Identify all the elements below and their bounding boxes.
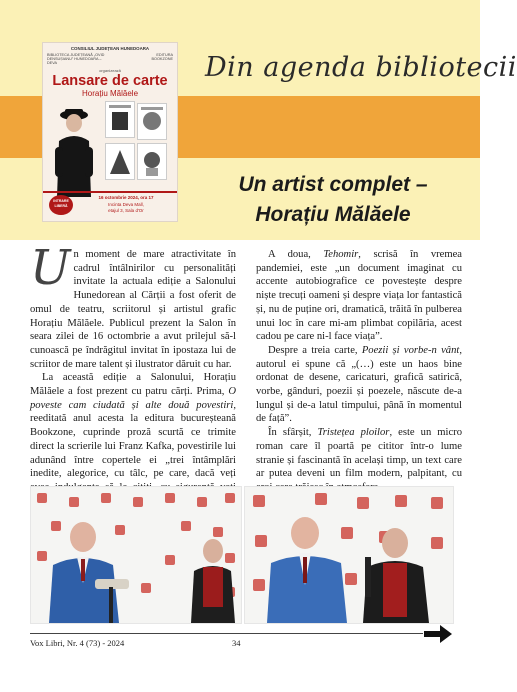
book-cover-image bbox=[137, 143, 167, 180]
article-title-line1: Un artist complet – bbox=[238, 173, 428, 196]
article-paragraph: Despre a treia carte, Poezii și vorbe-n vânt, autorul ei spune că „(…) este un haos bine ordonat de desene, caricaturi, grafică satirică, vorbe, gânduri, poezii și poezele, născute de-a lungul și de-a latul timpului, până în momentul de față”. bbox=[256, 344, 462, 425]
poster-council: CONSILIUL JUDEȚEAN HUNEDOARA bbox=[70, 46, 150, 51]
next-page-arrow-icon[interactable] bbox=[424, 625, 452, 643]
article-title bbox=[198, 170, 468, 230]
book-title: O poveste cam ciudată și alte două povestiri bbox=[30, 386, 236, 411]
author-figure-image bbox=[51, 107, 97, 197]
poster-event-date: 16 octombrie 2024, ora 17 bbox=[98, 195, 154, 200]
article-paragraph: A doua, Tehomir, scrisă în vremea pandemiei, este „un document imaginat cu accente autobiografice ce povestește despre niște trecuți oameni și despre viața lor fantastică și, nu de puține ori, dramatică, trăită în pulberea unui loc în care mi-am plimbat copilăria, acest cadou pe care ni-l face viața”. bbox=[256, 249, 462, 343]
section-title: Din agenda bibliotecii bbox=[205, 52, 517, 83]
book-title: Tehomir bbox=[323, 249, 359, 260]
poster-free-entry-badge: INTRARE LIBERĂ bbox=[49, 195, 73, 215]
poster-logo-library: BIBLIOTECA JUDEȚEANĂ „OVID DENSUȘIANU” HUNEDOARA – DEVA bbox=[47, 53, 105, 65]
book-cover-image bbox=[137, 103, 167, 140]
book-title: Tristețea ploilor bbox=[317, 427, 390, 439]
journal-issue: Vox Libri, Nr. 4 (73) - 2024 bbox=[30, 638, 125, 648]
article-paragraph: Un moment de mare atractivitate în cadrul întâlnirilor cu personalități invitate la actuala ediție a Salonului Hunedorean al Cărții a fost oferit de omul de teatru, scriitorul și artistul grafic Horațiu Mălăele. Publicul prezent la Salon în seara zilei de 16 octombrie a avut prilejul să-l cunoască pe îndrăgitul invitat în ipostaza lui de scriitor de mare talent și ilustrator dăruit cu har. bbox=[30, 240, 236, 370]
poster-organizer: organizează bbox=[99, 68, 121, 73]
poster-logos bbox=[43, 51, 177, 65]
page-number: 34 bbox=[232, 638, 241, 648]
event-photo-right bbox=[244, 486, 454, 624]
article-column-left bbox=[30, 240, 236, 508]
book-cover-image bbox=[105, 143, 135, 180]
poster-divider bbox=[43, 191, 177, 193]
poster-event-place: Incinta Deva Mall, bbox=[108, 201, 144, 207]
article-paragraph: În sfârșit, Tristețea ploilor, este un micro roman care îl poartă pe cititor într-o lume stranie și fascinantă în același timp, un text care ar putea deveni un film modern, palpitant, cu bbox=[256, 427, 462, 480]
poster-person: Horațiu Mălăele bbox=[81, 89, 139, 98]
event-photo-left bbox=[30, 486, 242, 624]
poster-event-floor: etajul 3, Sala d'Or bbox=[108, 208, 144, 213]
article-paragraph: La această ediție a Salonului, Horațiu Mălăele a fost prezent cu patru cărți. Prima, O poveste cam ciudată și alte două povestiri, reeditată anul acesta la editura bucureșteană Bookzone, cuprinde proză scurtă ce trimite direct la scrierile lui Franz Kafka, povestirile lui adunând între copertele ei „trei întâmplări inedite, alegorice, cu tâlc, pe care, dacă veți bbox=[30, 372, 236, 480]
event-poster bbox=[42, 42, 178, 222]
poster-event-info bbox=[79, 195, 173, 215]
footer-rule bbox=[30, 633, 423, 634]
poster-headline: Lansare de carte bbox=[52, 73, 168, 89]
book-title: Poezii și vorbe-n vânt bbox=[361, 344, 460, 356]
poster-logo-publisher: EDITURA BOOKZONE bbox=[151, 53, 173, 61]
drop-cap: U bbox=[30, 240, 71, 296]
book-cover-image bbox=[105, 101, 135, 138]
article-title-line2: Horațiu Mălăele bbox=[255, 203, 411, 226]
article-column-right bbox=[256, 248, 462, 495]
